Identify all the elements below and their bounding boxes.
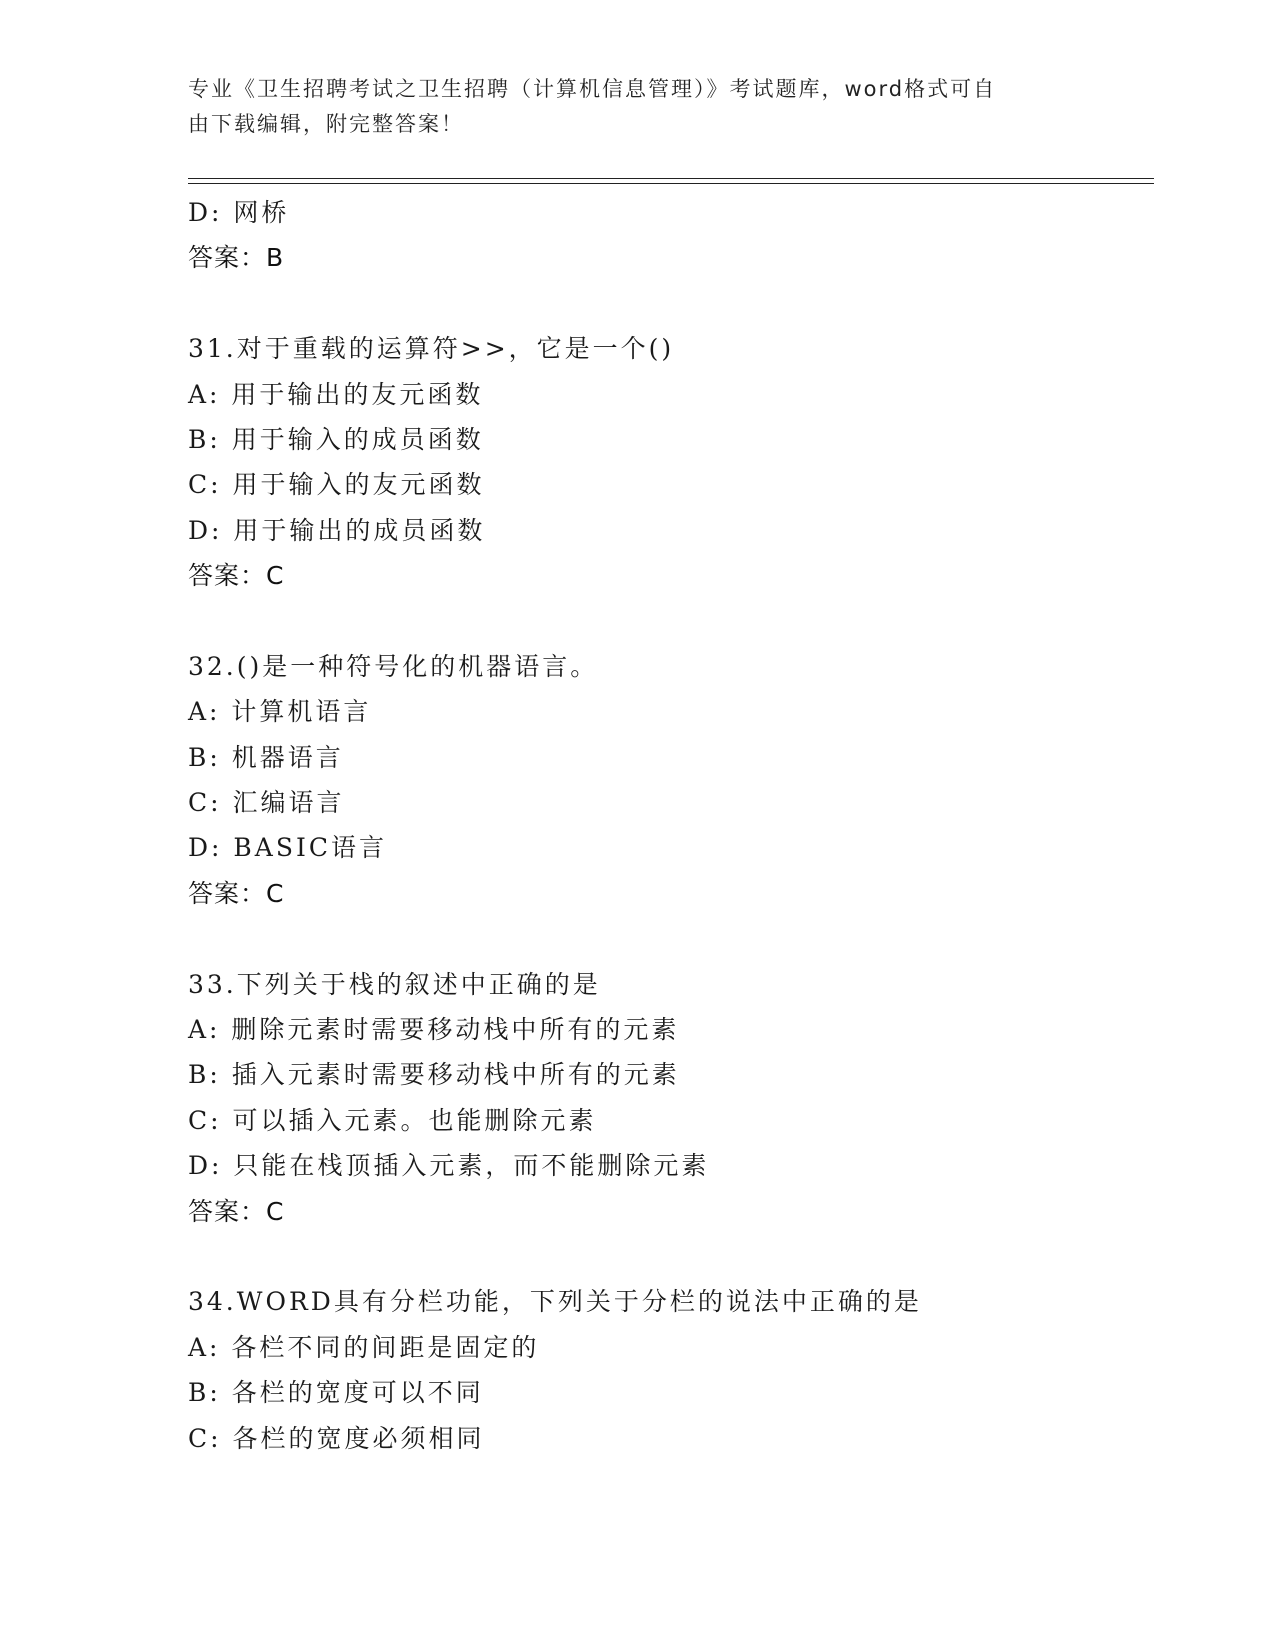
header-divider [188,178,1154,184]
question-text: 32.()是一种符号化的机器语言。 [188,651,599,681]
question-34 [188,1279,1148,1461]
answer: 答案：C [188,561,285,591]
spacer [188,599,1148,644]
option-b: B: 用于输入的成员函数 [188,424,484,454]
option-a: A: 用于输出的友元函数 [188,379,484,409]
answer: 答案：C [188,1196,285,1226]
question-text: 34.WORD具有分栏功能，下列关于分栏的说法中正确的是 [188,1287,922,1317]
option-b: B: 插入元素时需要移动栈中所有的元素 [188,1060,680,1090]
question-33 [188,962,1148,1234]
option-c: C: 汇编语言 [188,788,345,818]
option-c: C: 各栏的宽度必须相同 [188,1423,485,1453]
option-c: C: 可以插入元素。也能删除元素 [188,1105,597,1135]
spacer [188,1234,1148,1279]
option-a: A: 计算机语言 [188,697,372,727]
option-d: D: 网桥 [188,198,290,227]
question-31 [188,326,1148,598]
question-list [188,190,1148,1461]
option-d: D: BASIC语言 [188,833,387,863]
option-a: A: 删除元素时需要移动栈中所有的元素 [188,1015,680,1045]
question-text: 31.对于重载的运算符>>，它是一个() [188,334,675,364]
question-30 [188,190,1148,281]
answer: 答案：C [188,878,285,908]
question-32 [188,644,1148,916]
option-d: D: 用于输出的成员函数 [188,515,486,545]
spacer [188,916,1148,961]
option-b: B: 各栏的宽度可以不同 [188,1378,484,1408]
header-line-2: 由下载编辑，附完整答案！ [188,112,464,136]
option-b: B: 机器语言 [188,742,344,772]
option-a: A: 各栏不同的间距是固定的 [188,1332,540,1362]
answer: 答案：B [188,243,285,273]
header-line-1: 专业《卫生招聘考试之卫生招聘（计算机信息管理）》考试题库，word格式可自 [188,77,997,101]
question-text: 33.下列关于栈的叙述中正确的是 [188,969,601,999]
spacer [188,281,1148,326]
option-d: D: 只能在栈顶插入元素，而不能删除元素 [188,1151,710,1181]
page-header [188,72,1088,142]
option-c: C: 用于输入的友元函数 [188,470,485,500]
